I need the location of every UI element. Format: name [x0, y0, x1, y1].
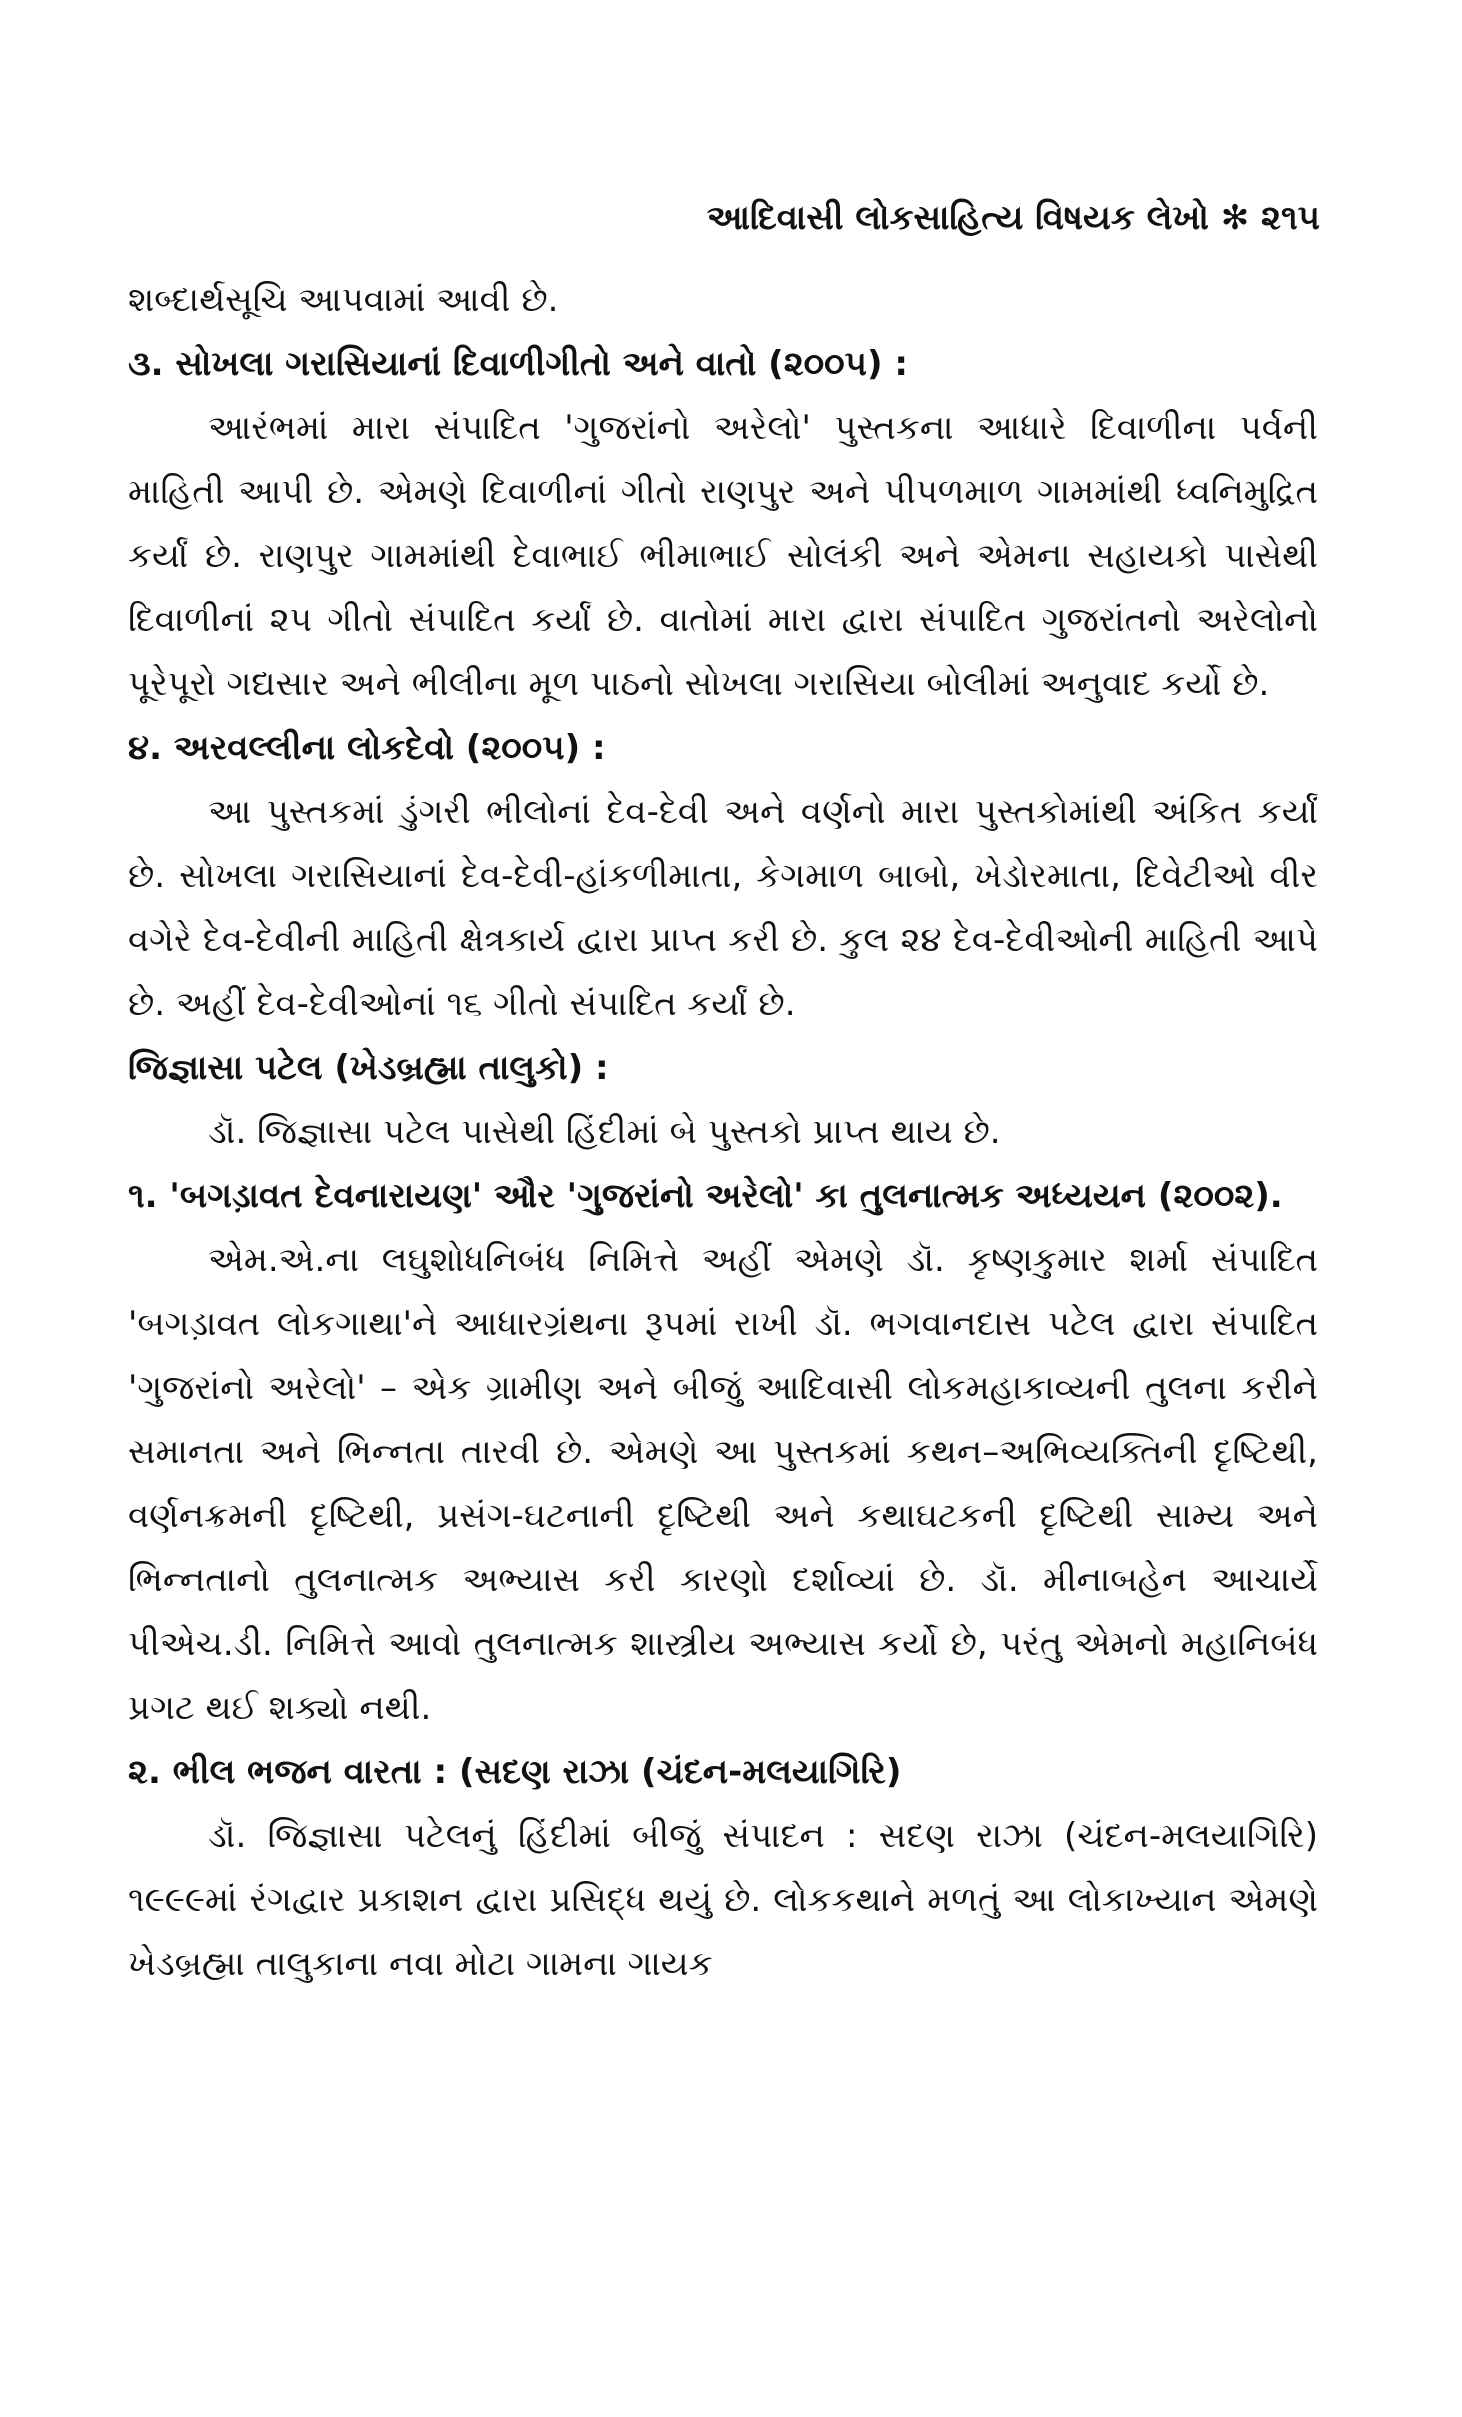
body-paragraph: ડૉ. જિજ્ઞાસા પટેલનું હિંદીમાં બીજું સંપાદન : સદણ રાઝા (ચંદન-મલયાગિરિ) ૧૯૯૯માં રંગદ્વાર પ્રકાશન દ્વારા પ્રસિદ્ધ થયું છે. લોકકથાને મળતું આ લોકાખ્યાન એમણે ખેડબ્રહ્મા તાલુકાના નવા મોટા ગામના ગાયક — [128, 1816, 1318, 1984]
section-heading: ૨. ભીલ ભજન વારતા : (સદણ રાઝા (ચંદન-મલયાગિરિ) — [128, 1752, 902, 1792]
section-heading: ૧. 'બગડ઼ાવત દેવનારાયણ' ઔર 'ગુજરાંનો અરેલો' કા તુલનાત્મક અધ્યયન (૨૦૦૨). — [128, 1176, 1283, 1216]
running-header: આદિવાસી લોકસાહિત્ય વિષયક લેખો ✻ ૨૧૫ — [706, 198, 1320, 238]
section-heading: જિજ્ઞાસા પટેલ (ખેડબ્રહ્મા તાલુકો) : — [128, 1048, 609, 1088]
body-paragraph: ડૉ. જિજ્ઞાસા પટેલ પાસેથી હિંદીમાં બે પુસ્તકો પ્રાપ્ત થાય છે. — [208, 1112, 1001, 1152]
body-paragraph: એમ.એ.ના લઘુશોધનિબંધ નિમિત્તે અહીં એમણે ડૉ. કૃષ્ણકુમાર શર્મા સંપાદિત 'બગડ઼ાવત લોકગાથા'ને આધારગ્રંથના રૂપમાં રાખી ડૉ. ભગવાનદાસ પટેલ દ્વારા સંપાદિત 'ગુજરાંનો અરેલો' – એક ગ્રામીણ અને બીજું આદિવાસી લોકમહાકાવ્યની તુલના કરીને સમાનતા અને ભિન્નતા તારવી છે. એમણે આ પુસ્તકમાં કથન–અભિવ્યક્તિની દૃષ્ટિથી, વર્ણનક્રમની દૃષ્ટિથી, પ્રસંગ-ઘટનાની દૃષ્ટિથી અને કથાઘટકની દૃષ્ટિથી સામ્ય અને ભિન્નતાનો તુલનાત્મક અભ્યાસ કરી કારણો દર્શાવ્યાં છે. ડૉ. મીનાબહેન આચાર્યે પીએચ.ડી. નિમિત્તે આવો તુલનાત્મક શાસ્ત્રીય અભ્યાસ કર્યો છે, પરંતુ એમનો મહાનિબંધ પ્રગટ થઈ શક્યો નથી. — [128, 1240, 1318, 1728]
page-body — [128, 268, 1318, 1996]
section-heading: ૪. અરવલ્લીના લોકદેવો (૨૦૦૫) : — [128, 728, 606, 768]
body-paragraph: આ પુસ્તકમાં ડુંગરી ભીલોનાં દેવ-દેવી અને વર્ણનો મારા પુસ્તકોમાંથી અંકિત કર્યાં છે. સોખલા ગરાસિયાનાં દેવ-દેવી-હાંકળીમાતા, કેગમાળ બાબો, ખેડોરમાતા, દિવેટીઓ વીર વગેરે દેવ-દેવીની માહિતી ક્ષેત્રકાર્ય દ્વારા પ્રાપ્ત કરી છે. કુલ ૨૪ દેવ-દેવીઓની માહિતી આપે છે. અહીં દેવ-દેવીઓનાં ૧૬ ગીતો સંપાદિત કર્યાં છે. — [128, 792, 1318, 1024]
body-paragraph: શબ્દાર્થસૂચિ આપવામાં આવી છે. — [128, 280, 559, 320]
body-paragraph: આરંભમાં મારા સંપાદિત 'ગુજરાંનો અરેલો' પુસ્તકના આધારે દિવાળીના પર્વની માહિતી આપી છે. એમણે દિવાળીનાં ગીતો રાણપુર અને પીપળમાળ ગામમાંથી ધ્વનિમુદ્રિત કર્યાં છે. રાણપુર ગામમાંથી દેવાભાઈ ભીમાભાઈ સોલંકી અને એમના સહાયકો પાસેથી દિવાળીનાં ૨૫ ગીતો સંપાદિત કર્યાં છે. વાતોમાં મારા દ્વારા સંપાદિત ગુજરાંતનો અરેલોનો પૂરેપૂરો ગદ્યસાર અને ભીલીના મૂળ પાઠનો સોખલા ગરાસિયા બોલીમાં અનુવાદ કર્યો છે. — [128, 408, 1318, 704]
section-heading: ૩. સોખલા ગરાસિયાનાં દિવાળીગીતો અને વાતો (૨૦૦૫) : — [128, 344, 908, 384]
